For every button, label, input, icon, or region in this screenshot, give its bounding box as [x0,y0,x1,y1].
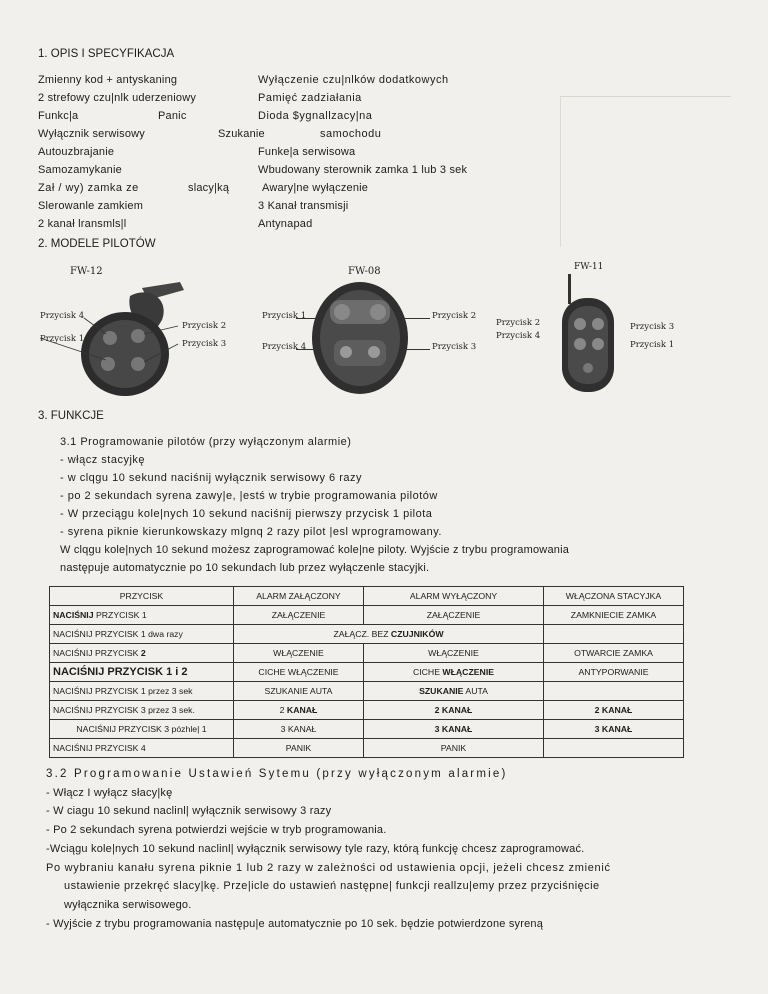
row7-alarm-off: 3 KANAŁ [364,720,544,739]
table-row [50,720,684,739]
fw12-label-4: Przycisk 4 [40,311,85,321]
header-alarm-on: ALARM ZAŁĄCZONY [234,587,364,606]
show-through-table [560,96,731,247]
s32-line-1: - Włącz I wyłącz słacy|kę [46,787,173,799]
row8-button: NACIŚNIJ PRZYCISK 4 [50,739,234,758]
spec-left-panic: Panic [158,110,187,122]
fw12-label-1: Przycisk 1 [40,334,85,344]
spec-left-6: Samozamykanie [38,164,122,176]
row4-alarm-off: CICHE WŁĄCZENIE [364,663,544,682]
spec-left-7: Zał / wy) zamka ze [38,182,139,194]
fw11-remote-image [540,270,640,400]
spec-right-5: Funke|a serwisowa [258,146,356,158]
section-1-title: 1. OPIS I SPECYFIKACJA [38,48,175,60]
s31-title: 3.1 Programowanie pilotów (przy wyłączonym alarmie) [60,436,352,448]
fw11-label-2: Przycisk 2 [496,318,541,328]
s32-line-7: wyłącznika serwisowego. [64,899,192,911]
row1-ignition: ZAMKNIECIE ZAMKA [544,606,684,625]
fw08-leader-1 [296,318,316,319]
spec-left-8: Slerowanle zamkiem [38,200,144,212]
fw12-label-2: Przycisk 2 [182,321,227,331]
table-row [50,739,684,758]
s32-line-3: - Po 2 sekundach syrena potwierdzi wejście w tryb programowania. [46,824,387,836]
s31-item-4: - W przeciągu kole|nych 10 sekund naciśnij pierwszy przycisk 1 pilota [60,508,433,520]
table-row [50,625,684,644]
s31-para-1: W clqgu kole|nych 10 sekund możesz zaprogramować kole|ne piloty. Wyjście z trybu programowania [60,544,570,556]
row8-alarm-on: PANIK [234,739,364,758]
spec-right-9: Antynapad [258,218,313,230]
table-row [50,606,684,625]
table-row [50,701,684,720]
row3-alarm-on: WŁĄCZENIE [234,644,364,663]
fw08-leader-2 [404,318,430,319]
spec-left-5: Autouzbrajanie [38,146,115,158]
row7-button: NACIŚNIJ PRZYCISK 3 pózhle| 1 [50,720,234,739]
fw11-name: FW-11 [574,262,604,272]
row7-alarm-on: 3 KANAŁ [234,720,364,739]
s32-line-8: - Wyjście z trybu programowania następu|e automatycznie po 10 sek. będzie potwierdzone syreną [46,918,544,930]
spec-right-2: Pamięć zadziałania [258,92,362,104]
spec-left-9: 2 kanał lransmls|l [38,218,127,230]
row6-alarm-off: 2 KANAŁ [364,701,544,720]
fw08-label-3: Przycisk 3 [432,342,477,352]
fw08-remote-image [300,278,430,398]
header-przycisk: PRZYCISK [50,587,234,606]
spec-left-2: 2 strefowy czu|nlk uderzeniowy [38,92,197,104]
row2-button: NACIŚNIJ PRZYCISK 1 dwa razy [50,625,234,644]
fw11-label-1: Przycisk 1 [630,340,675,350]
spec-right-1: Wyłączenie czu|nlków dodatkowych [258,74,449,86]
table-row [50,644,684,663]
row3-ignition: OTWARCIE ZAMKA [544,644,684,663]
s32-line-4: -Wciągu kole|nych 10 sekund naclinl| wyłącznik serwisowy tyle razy, którą funkcję chcesz zaprogramować. [46,843,585,855]
row2-merged: ZAŁĄCZ. BEZ CZUJNIKÓW [234,625,544,644]
fw08-leader-4 [296,349,316,350]
s32-line-2: - W ciagu 10 sekund naclinl| wyłącznik serwisowy 3 razy [46,805,332,817]
row4-button: NACIŚNIJ PRZYCISK 1 i 2 [50,663,234,682]
s31-item-3: - po 2 sekundach syrena zawy|e, |estś w trybie programowania pilotów [60,490,438,502]
row6-alarm-on: 2 KANAŁ [234,701,364,720]
row8-ignition [544,739,684,758]
row1-alarm-off: ZAŁĄCZENIE [364,606,544,625]
spec-left-3: Funkc|a [38,110,79,122]
s31-item-5: - syrena piknie kierunkowskazy mlgnq 2 razy pilot |esl wprogramowany. [60,526,442,538]
spec-right-6: Wbudowany sterownik zamka 1 lub 3 sek [258,164,468,176]
spec-right-7: Awary|ne wyłączenie [262,182,369,194]
s31-item-1: - włącz stacyjkę [60,454,146,466]
table-header-row [50,587,684,606]
fw08-label-4: Przycisk 4 [262,342,307,352]
row6-button: NACIŚNIJ PRZYCISK 3 przez 3 sek. [50,701,234,720]
section-3-title: 3. FUNKCJE [38,410,104,422]
fw08-name: FW-08 [348,266,381,277]
function-table [49,586,684,758]
row5-button: NACIŚNIJ PRZYCISK 1 przez 3 sek [50,682,234,701]
row3-button: NACIŚNIJ PRZYCISK 2 [50,644,234,663]
fw11-label-3: Przycisk 3 [630,322,675,332]
fw12-label-3: Przycisk 3 [182,339,227,349]
spec-left-slacy: slacy|ką [188,182,230,194]
fw11-label-4: Przycisk 4 [496,331,541,341]
row4-alarm-on: CICHE WŁĄCZENIE [234,663,364,682]
fw08-label-1: Przycisk 1 [262,311,307,321]
spec-right-3: Dioda $ygnallzacy|na [258,110,373,122]
table-row [50,663,684,682]
row3-alarm-off: WŁĄCZENIE [364,644,544,663]
s31-para-2: następuje automatycznie po 10 sekundach lub przez wyłączenle stacyjki. [60,562,430,574]
row1-alarm-on: ZAŁĄCZENIE [234,606,364,625]
row8-alarm-off: PANIK [364,739,544,758]
section-2-title: 2. MODELE PILOTÓW [38,238,156,250]
spec-right-8: 3 Kanał transmisji [258,200,349,212]
row5-ignition [544,682,684,701]
row1-button: NACIŚNIJ PRZYCISK 1 [50,606,234,625]
row4-ignition: ANTYPORWANIE [544,663,684,682]
fw12-name: FW-12 [70,266,103,277]
header-ignition: WŁĄCZONA STACYJKA [544,587,684,606]
spec-left-1: Zmienny kod + antyskaning [38,74,178,86]
fw08-leader-3 [404,349,430,350]
fw08-label-2: Przycisk 2 [432,311,477,321]
row5-alarm-on: SZUKANIE AUTA [234,682,364,701]
s32-line-5: Po wybraniu kanału syrena piknie 1 lub 2 razy w zależności od ustawienia opcji, jeżeli chcesz zmienić [46,862,611,874]
spec-right-4: samochodu [320,128,382,140]
s31-item-2: - w clqgu 10 sekund naciśnij wyłącznik serwisowy 6 razy [60,472,362,484]
row5-alarm-off: SZUKANIE AUTA [364,682,544,701]
spec-left-4: Wyłącznik serwisowy [38,128,145,140]
row6-ignition: 2 KANAŁ [544,701,684,720]
row7-ignition: 3 KANAŁ [544,720,684,739]
header-alarm-off: ALARM WYŁĄCZONY [364,587,544,606]
s32-line-6: ustawienie przekręć slacy|kę. Prze|icle do ustawień następne| funkcji reallzu|emy przez przyciśnięcie [64,880,600,892]
table-row [50,682,684,701]
s32-title: 3.2 Programowanie Ustawień Sytemu (przy wyłączonym alarmie) [46,768,508,780]
spec-left-szukanie: Szukanie [218,128,265,140]
row2-ignition [544,625,684,644]
